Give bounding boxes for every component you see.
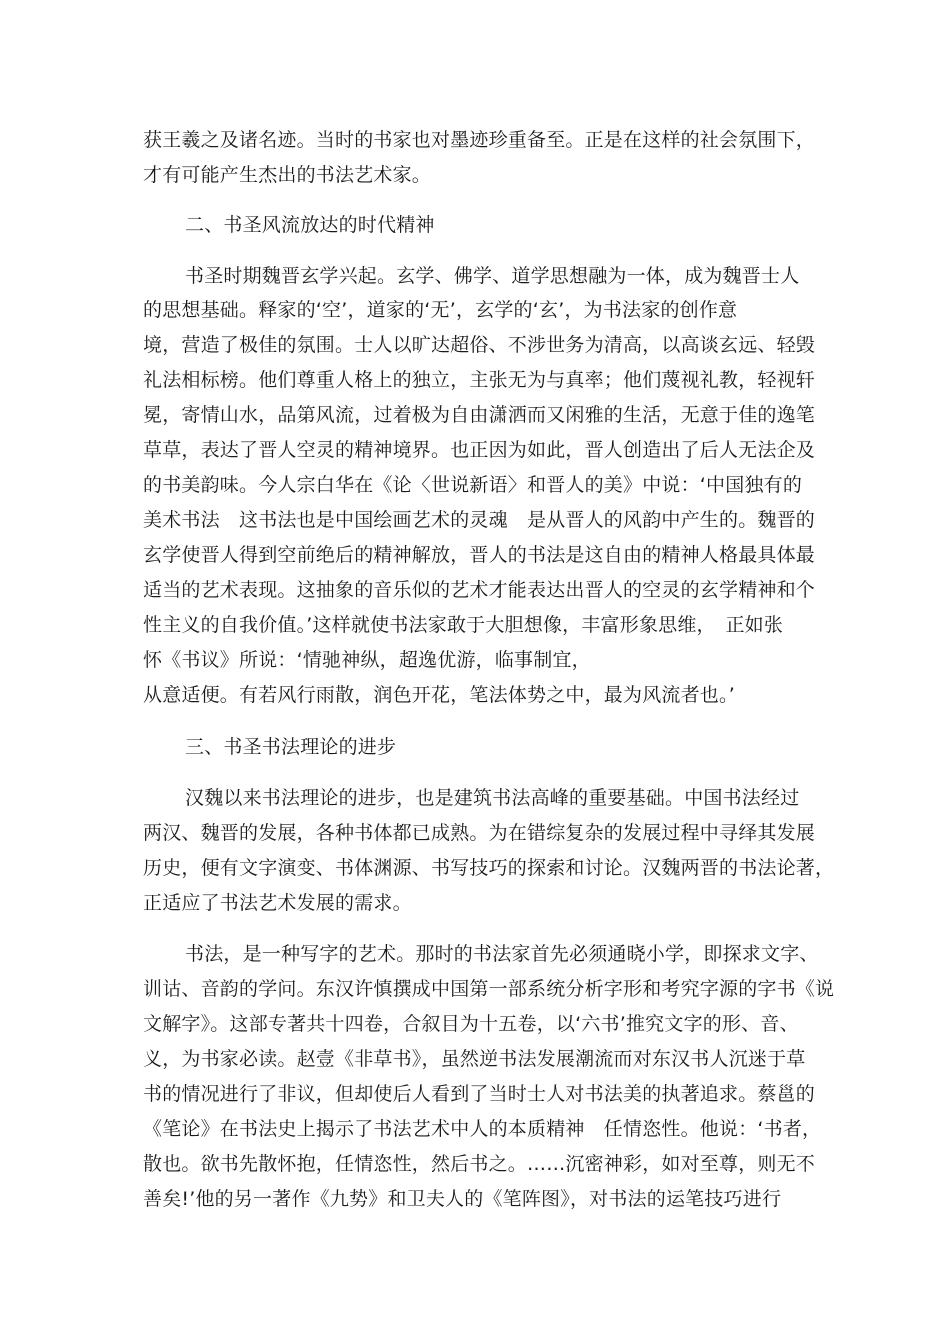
text-line: 才有可能产生杰出的书法艺术家。 <box>143 164 432 186</box>
text-line: 散也。欲书先散怀抱，任情恣性，然后书之。……沉密神彩，如对至尊，则无不 <box>143 1153 816 1175</box>
text-line: 境，营造了极佳的氛围。士人以旷达超俗、不涉世务为清高，以高谈玄远、轻毁 <box>143 334 816 356</box>
text-line: 汉魏以来书法理论的进步，也是建筑书法高峰的重要基础。中国书法经过 <box>185 787 800 809</box>
text-line: 的书美韵味。今人宗白华在《论〈世说新语〉和晋人的美》中说：‘中国独有的 <box>143 474 803 496</box>
text-line: 两汉、魏晋的发展，各种书体都已成熟。为在错综复杂的发展过程中寻绎其发展 <box>143 822 816 844</box>
text-line: 书的情况进行了非议，但却使后人看到了当时士人对书法美的执著追求。蔡邕的 <box>143 1083 816 1105</box>
section-heading: 三、书圣书法理论的进步 <box>185 736 397 758</box>
section-heading: 二、书圣风流放达的时代精神 <box>185 214 435 236</box>
text-line: 书圣时期魏晋玄学兴起。玄学、佛学、道学思想融为一体，成为魏晋士人 <box>185 265 800 287</box>
text-line: 冕，寄情山水，品第风流，过着极为自由潇洒而又闲雅的生活，无意于佳的逸笔 <box>143 404 816 426</box>
text-line: 获王羲之及诸名迹。当时的书家也对墨迹珍重备至。正是在这样的社会氛围下， <box>143 129 816 151</box>
text-line: 的思想基础。释家的‘空’，道家的‘无’，玄学的‘玄’，为书法家的创作意 <box>143 299 738 321</box>
text-line: 草草，表达了晋人空灵的精神境界。也正因为如此，晋人创造出了后人无法企及 <box>143 439 816 461</box>
text-line: 适当的艺术表现。这抽象的音乐似的艺术才能表达出晋人的空灵的玄学精神和个 <box>143 579 816 601</box>
text-line: 训诂、音韵的学问。东汉许慎撰成中国第一部系统分析字形和考究字源的字书《说 <box>143 978 835 1000</box>
text-line: 从意适便。有若风行雨散，润色开花，笔法体势之中，最为风流者也。’ <box>143 684 735 706</box>
text-line: 善矣!’他的另一著作《九势》和卫夫人的《笔阵图》，对书法的运笔技巧进行 <box>143 1188 782 1210</box>
text-line: 《笔论》在书法史上揭示了书法艺术中人的本质精神 任情恣性。他说：‘书者， <box>143 1118 822 1140</box>
text-line: 正适应了书法艺术发展的需求。 <box>143 892 412 914</box>
text-line: 怀《书议》所说：‘情驰神纵，超逸优游，临事制宜， <box>143 649 591 671</box>
text-line: 文解字》。这部专著共十四卷，合叙目为十五卷，以‘六书’推究文字的形、音、 <box>143 1013 799 1035</box>
text-line: 玄学使晋人得到空前绝后的精神解放，晋人的书法是这自由的精神人格最具体最 <box>143 544 816 566</box>
text-line: 美术书法 这书法也是中国绘画艺术的灵魂 是从晋人的风韵中产生的。魏晋的 <box>143 509 816 531</box>
text-line: 礼法相标榜。他们尊重人格上的独立，主张无为与真率；他们蔑视礼教，轻视轩 <box>143 369 816 391</box>
text-line: 性主义的自我价值。’这样就使书法家敢于大胆想像，丰富形象思维， 正如张 <box>143 614 784 636</box>
text-line: 书法，是一种写字的艺术。那时的书法家首先必须通晓小学，即探求文字、 <box>185 943 819 965</box>
text-line: 历史，便有文字演变、书体渊源、书写技巧的探索和讨论。汉魏两晋的书法论著， <box>143 857 835 879</box>
text-line: 义，为书家必读。赵壹《非草书》，虽然逆书法发展潮流而对东汉书人沉迷于草 <box>143 1048 806 1070</box>
